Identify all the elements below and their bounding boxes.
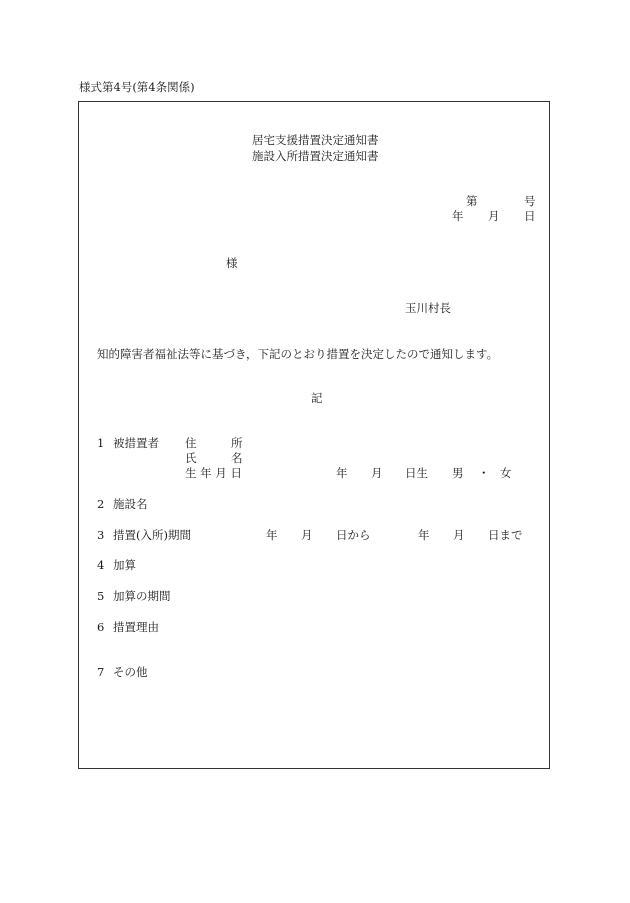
item-5-number: 5 [97,589,105,603]
period-start-month: 月 [301,528,313,542]
period-end-month: 月 [453,528,465,542]
gender-female: 女 [500,466,512,480]
item-7-label: その他 [113,665,148,679]
name-label-a: 氏 [185,451,197,465]
addressee-suffix: 様 [226,256,238,270]
item-3-label: 措置(入所)期間 [113,528,191,542]
ki-heading: 記 [311,391,323,405]
form-frame [78,101,550,769]
period-end-year: 年 [418,528,430,542]
title-line-2: 施設入所措置決定通知書 [252,149,379,163]
item-2-number: 2 [97,497,105,511]
item-2-label: 施設名 [113,497,148,511]
birthdate-label: 生 年 月 日 [185,466,242,480]
number-go: 号 [524,194,536,208]
birth-month: 月 [371,466,383,480]
item-6-number: 6 [97,620,105,634]
birth-year: 年 [336,466,348,480]
item-3-number: 3 [97,528,105,542]
number-dai: 第 [466,194,478,208]
item-4-number: 4 [97,558,105,572]
body-text: 知的障害者福祉法等に基づき，下記のとおり措置を決定したので通知します。 [97,347,499,361]
item-5-label: 加算の期間 [113,589,171,603]
title-line-1: 居宅支援措置決定通知書 [252,133,379,147]
address-label-b: 所 [231,436,243,450]
item-1-label: 被措置者 [113,436,159,450]
gender-separator: ・ [478,466,490,480]
period-start-day: 日から [336,528,371,542]
date-year: 年 [452,209,464,223]
address-label-a: 住 [185,436,197,450]
period-start-year: 年 [266,528,278,542]
item-4-label: 加算 [113,558,136,572]
item-7-number: 7 [97,665,105,679]
item-1-number: 1 [97,436,105,450]
date-day: 日 [524,209,536,223]
form-number-label: 様式第4号(第4条関係) [79,80,195,94]
issuer-name: 玉川村長 [405,301,451,315]
birth-day: 日生 [405,466,428,480]
period-end-day: 日まで [488,528,523,542]
date-month: 月 [488,209,500,223]
item-6-label: 措置理由 [113,620,159,634]
gender-male: 男 [452,466,464,480]
name-label-b: 名 [231,451,243,465]
